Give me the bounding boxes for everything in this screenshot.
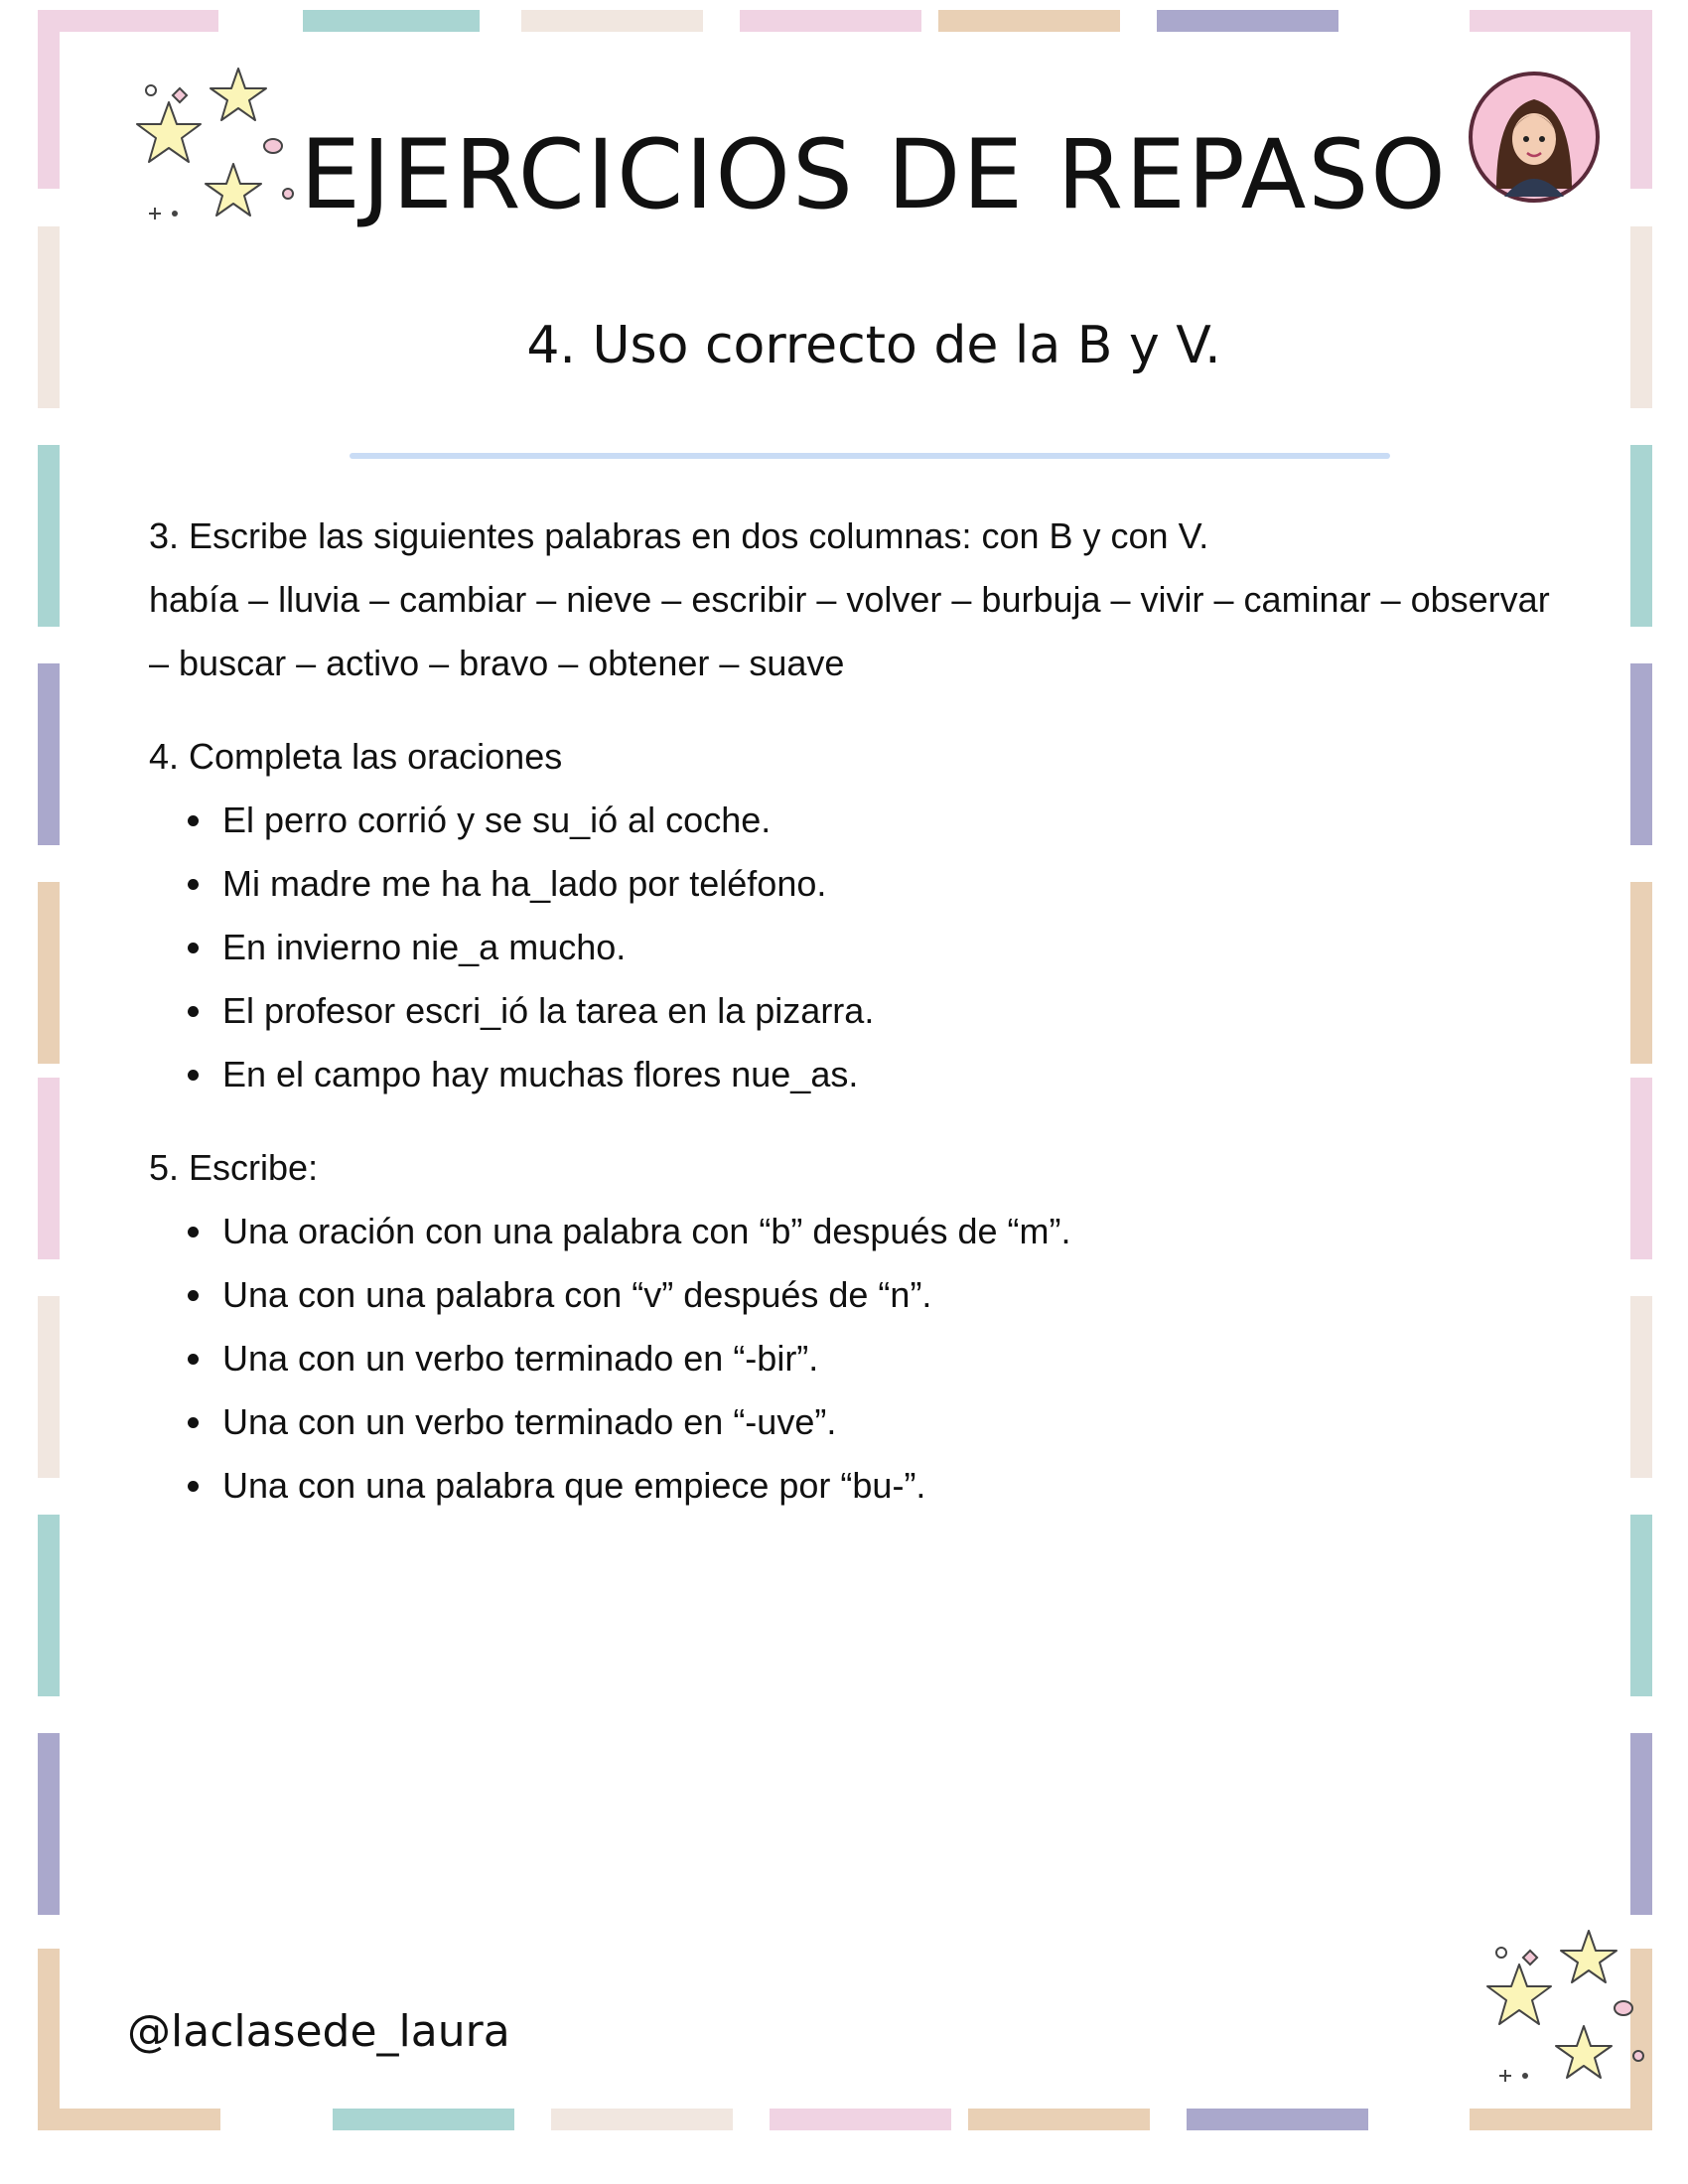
border-segment xyxy=(38,445,60,627)
teacher-avatar-icon xyxy=(1467,70,1602,205)
sentence-list xyxy=(149,789,1559,1106)
border-segment xyxy=(1187,2109,1368,2130)
list-item: • El perro corrió y se su_ió al coche. xyxy=(216,789,1559,852)
border-segment xyxy=(1630,1733,1652,1915)
border-segment xyxy=(38,1733,60,1915)
border-segment xyxy=(38,1296,60,1478)
list-item: • Una con un verbo terminado en “-bir”. xyxy=(216,1327,1559,1390)
border-segment xyxy=(333,2109,514,2130)
divider xyxy=(350,453,1390,459)
exercise-heading: 4. Completa las oraciones xyxy=(149,736,563,777)
border-segment xyxy=(1157,10,1338,32)
border-segment xyxy=(1630,663,1652,845)
page-title: EJERCICIOS DE REPASO xyxy=(300,119,1448,230)
exercise-3 xyxy=(149,505,1559,695)
exercise-heading: 5. Escribe: xyxy=(149,1147,319,1188)
list-item: • El profesor escri_ió la tarea en la pizarra. xyxy=(216,979,1559,1043)
exercise-5 xyxy=(149,1136,1559,1518)
border-segment xyxy=(42,10,218,32)
border-segment xyxy=(38,226,60,408)
list-item: • Mi madre me ha ha_lado por teléfono. xyxy=(216,852,1559,916)
list-item: • Una oración con una palabra con “b” después de “m”. xyxy=(216,1200,1559,1263)
border-segment xyxy=(1470,2109,1648,2130)
list-item: • Una con una palabra con “v” después de “n”. xyxy=(216,1263,1559,1327)
border-segment xyxy=(551,2109,733,2130)
stars-decoration-icon xyxy=(109,55,308,243)
exercise-content xyxy=(149,505,1559,1547)
border-segment xyxy=(1630,1078,1652,1259)
border-segment xyxy=(38,663,60,845)
border-segment xyxy=(38,1078,60,1259)
list-item: • En el campo hay muchas flores nue_as. xyxy=(216,1043,1559,1106)
border-segment xyxy=(740,10,921,32)
list-item: • Una con una palabra que empiece por “bu-”. xyxy=(216,1454,1559,1518)
border-segment xyxy=(770,2109,951,2130)
border-segment xyxy=(1630,882,1652,1064)
border-segment xyxy=(1630,1296,1652,1478)
exercise-heading: 3. Escribe las siguientes palabras en dos columnas: con B y con V. xyxy=(149,515,1209,556)
stars-decoration-icon xyxy=(1460,1917,1658,2106)
border-segment xyxy=(38,882,60,1064)
list-item: • En invierno nie_a mucho. xyxy=(216,916,1559,979)
border-segment xyxy=(1630,445,1652,627)
word-list: había – lluvia – cambiar – nieve – escribir – volver – burbuja – vivir – caminar – observar – buscar – activo – bravo – obtener – suave xyxy=(149,579,1550,683)
author-handle: @laclasede_laura xyxy=(127,2006,510,2057)
border-segment xyxy=(1630,1515,1652,1696)
border-segment xyxy=(38,1515,60,1696)
border-segment xyxy=(521,10,703,32)
exercise-4 xyxy=(149,725,1559,1106)
border-segment xyxy=(42,2109,220,2130)
page-subtitle: 4. Uso correcto de la B y V. xyxy=(526,316,1221,375)
border-segment xyxy=(1470,10,1648,32)
border-segment xyxy=(1630,10,1652,189)
task-list xyxy=(149,1200,1559,1518)
border-segment xyxy=(38,10,60,189)
border-segment xyxy=(303,10,480,32)
border-segment xyxy=(968,2109,1150,2130)
border-segment xyxy=(1630,226,1652,408)
list-item: • Una con un verbo terminado en “-uve”. xyxy=(216,1390,1559,1454)
border-segment xyxy=(38,1949,60,2130)
border-segment xyxy=(938,10,1120,32)
